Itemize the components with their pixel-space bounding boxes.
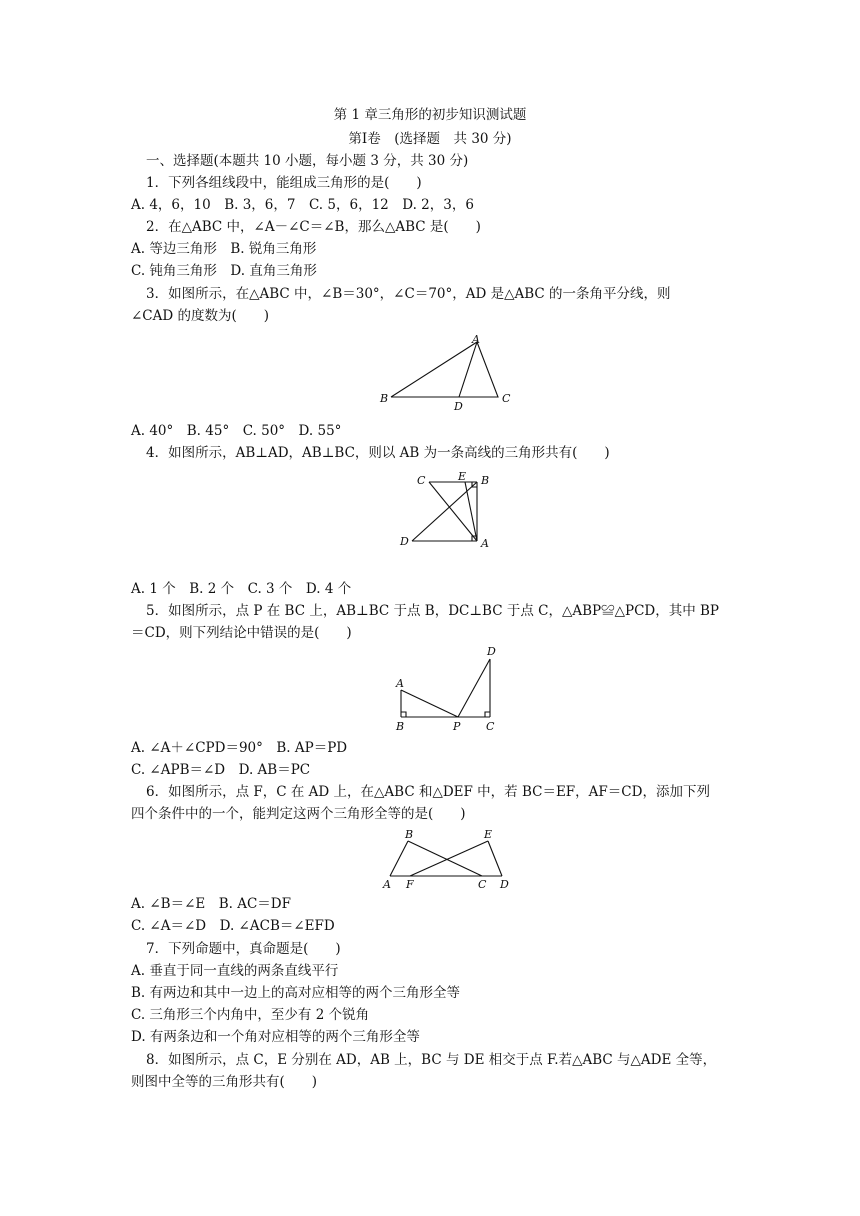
vertex-label-c: C: [478, 878, 487, 891]
vertex-label-a: A: [383, 878, 391, 891]
vertex-label-c: C: [486, 720, 495, 733]
vertex-label-a: A: [481, 537, 489, 550]
question-3-figure: [370, 333, 520, 413]
question-6-options-ab: A. ∠B＝∠E B. AC＝DF: [131, 896, 292, 912]
triangle-abc: [391, 342, 498, 397]
question-5-figure: [385, 642, 505, 736]
vertex-label-a: A: [396, 677, 404, 690]
segment-ab: [390, 841, 408, 876]
question-4-options: A. 1 个 B. 2 个 C. 3 个 D. 4 个: [131, 581, 352, 597]
question-6-stem-line-2: 四个条件中的一个，能判定这两个三角形全等的是( ): [131, 806, 466, 822]
question-7-option-a: A. 垂直于同一直线的两条直线平行: [131, 963, 339, 979]
question-2-options-ab: A. 等边三角形 B. 锐角三角形: [131, 241, 317, 257]
question-6-stem-line-1: 6．如图所示，点 F，C 在 AD 上，在△ABC 和△DEF 中，若 BC＝EF，AF＝CD，添加下列: [146, 784, 710, 800]
vertex-label-d: D: [500, 878, 509, 891]
vertex-label-c: C: [502, 392, 511, 405]
segment-ea: [465, 482, 477, 541]
question-5-stem-line-2: ＝CD，则下列结论中错误的是( ): [131, 625, 352, 641]
vertex-label-p: P: [453, 720, 461, 733]
question-7-option-b: B. 有两边和其中一边上的高对应相等的两个三角形全等: [131, 985, 461, 1001]
vertex-label-e: E: [458, 470, 467, 483]
right-angle-mark-c: [485, 712, 490, 717]
vertex-label-b: B: [481, 474, 490, 487]
question-7-option-c: C. 三角形三个内角中，至少有 2 个锐角: [131, 1007, 370, 1023]
right-angle-mark-b: [401, 712, 406, 717]
question-4-stem: 4．如图所示，AB⊥AD，AB⊥BC，则以 AB 为一条高线的三角形共有( ): [146, 445, 610, 461]
question-8-stem-line-2: 则图中全等的三角形共有( ): [131, 1074, 318, 1090]
segment-ca: [429, 482, 477, 541]
question-2-options-cd: C. 钝角三角形 D. 直角三角形: [131, 263, 317, 279]
question-3-stem-line-2: ∠CAD 的度数为( ): [131, 308, 270, 324]
question-7-option-d: D. 有两条边和一个角对应相等的两个三角形全等: [131, 1029, 420, 1045]
question-2-stem: 2．在△ABC 中，∠A－∠C＝∠B，那么△ABC 是( ): [146, 219, 481, 235]
vertex-label-a: A: [472, 333, 480, 346]
vertex-label-b: B: [380, 392, 389, 405]
vertex-label-d: D: [487, 645, 496, 658]
question-6-figure: [378, 826, 518, 892]
segment-ed: [488, 841, 502, 876]
segment-dp: [458, 659, 490, 717]
vertex-label-f: F: [406, 878, 414, 891]
segment-bc: [408, 841, 482, 876]
question-6-options-cd: C. ∠A＝∠D D. ∠ACB＝∠EFD: [131, 918, 335, 934]
question-8-stem-line-1: 8．如图所示，点 C，E 分别在 AD，AB 上，BC 与 DE 相交于点 F.若△ABC 与△ADE 全等，: [146, 1052, 717, 1068]
question-5-stem-line-1: 5．如图所示，点 P 在 BC 上，AB⊥BC 于点 B，DC⊥BC 于点 C，△ABP≌△PCD，其中 BP: [146, 603, 720, 619]
vertex-label-b: B: [405, 828, 414, 841]
question-5-options-cd: C. ∠APB＝∠D D. AB＝PC: [131, 762, 311, 778]
question-4-figure: [395, 470, 505, 550]
vertex-label-e: E: [484, 828, 493, 841]
segment-ef: [410, 841, 488, 876]
segment-ap: [401, 690, 458, 717]
section-title: 第Ⅰ卷 (选择题 共 30 分): [348, 131, 512, 147]
question-5-options-ab: A. ∠A＋∠CPD＝90° B. AP＝PD: [131, 740, 348, 756]
vertex-label-d: D: [454, 400, 463, 413]
question-3-stem-line-1: 3．如图所示，在△ABC 中，∠B＝30°，∠C＝70°，AD 是△ABC 的一条角平分线，则: [146, 286, 671, 302]
question-1-options: A. 4，6，10 B. 3，6，7 C. 5，6，12 D. 2，3，6: [131, 197, 474, 213]
vertex-label-b: B: [396, 720, 405, 733]
angle-bisector-ad: [459, 342, 477, 397]
question-7-stem: 7．下列命题中，真命题是( ): [146, 941, 341, 957]
vertex-label-c: C: [417, 474, 426, 487]
question-1-stem: 1．下列各组线段中，能组成三角形的是( ): [146, 175, 422, 191]
vertex-label-d: D: [400, 535, 409, 548]
page-title: 第 1 章三角形的初步知识测试题: [333, 107, 527, 123]
question-3-options: A. 40° B. 45° C. 50° D. 55°: [131, 423, 342, 439]
section-instruction: 一、选择题(本题共 10 小题，每小题 3 分，共 30 分): [146, 153, 469, 169]
